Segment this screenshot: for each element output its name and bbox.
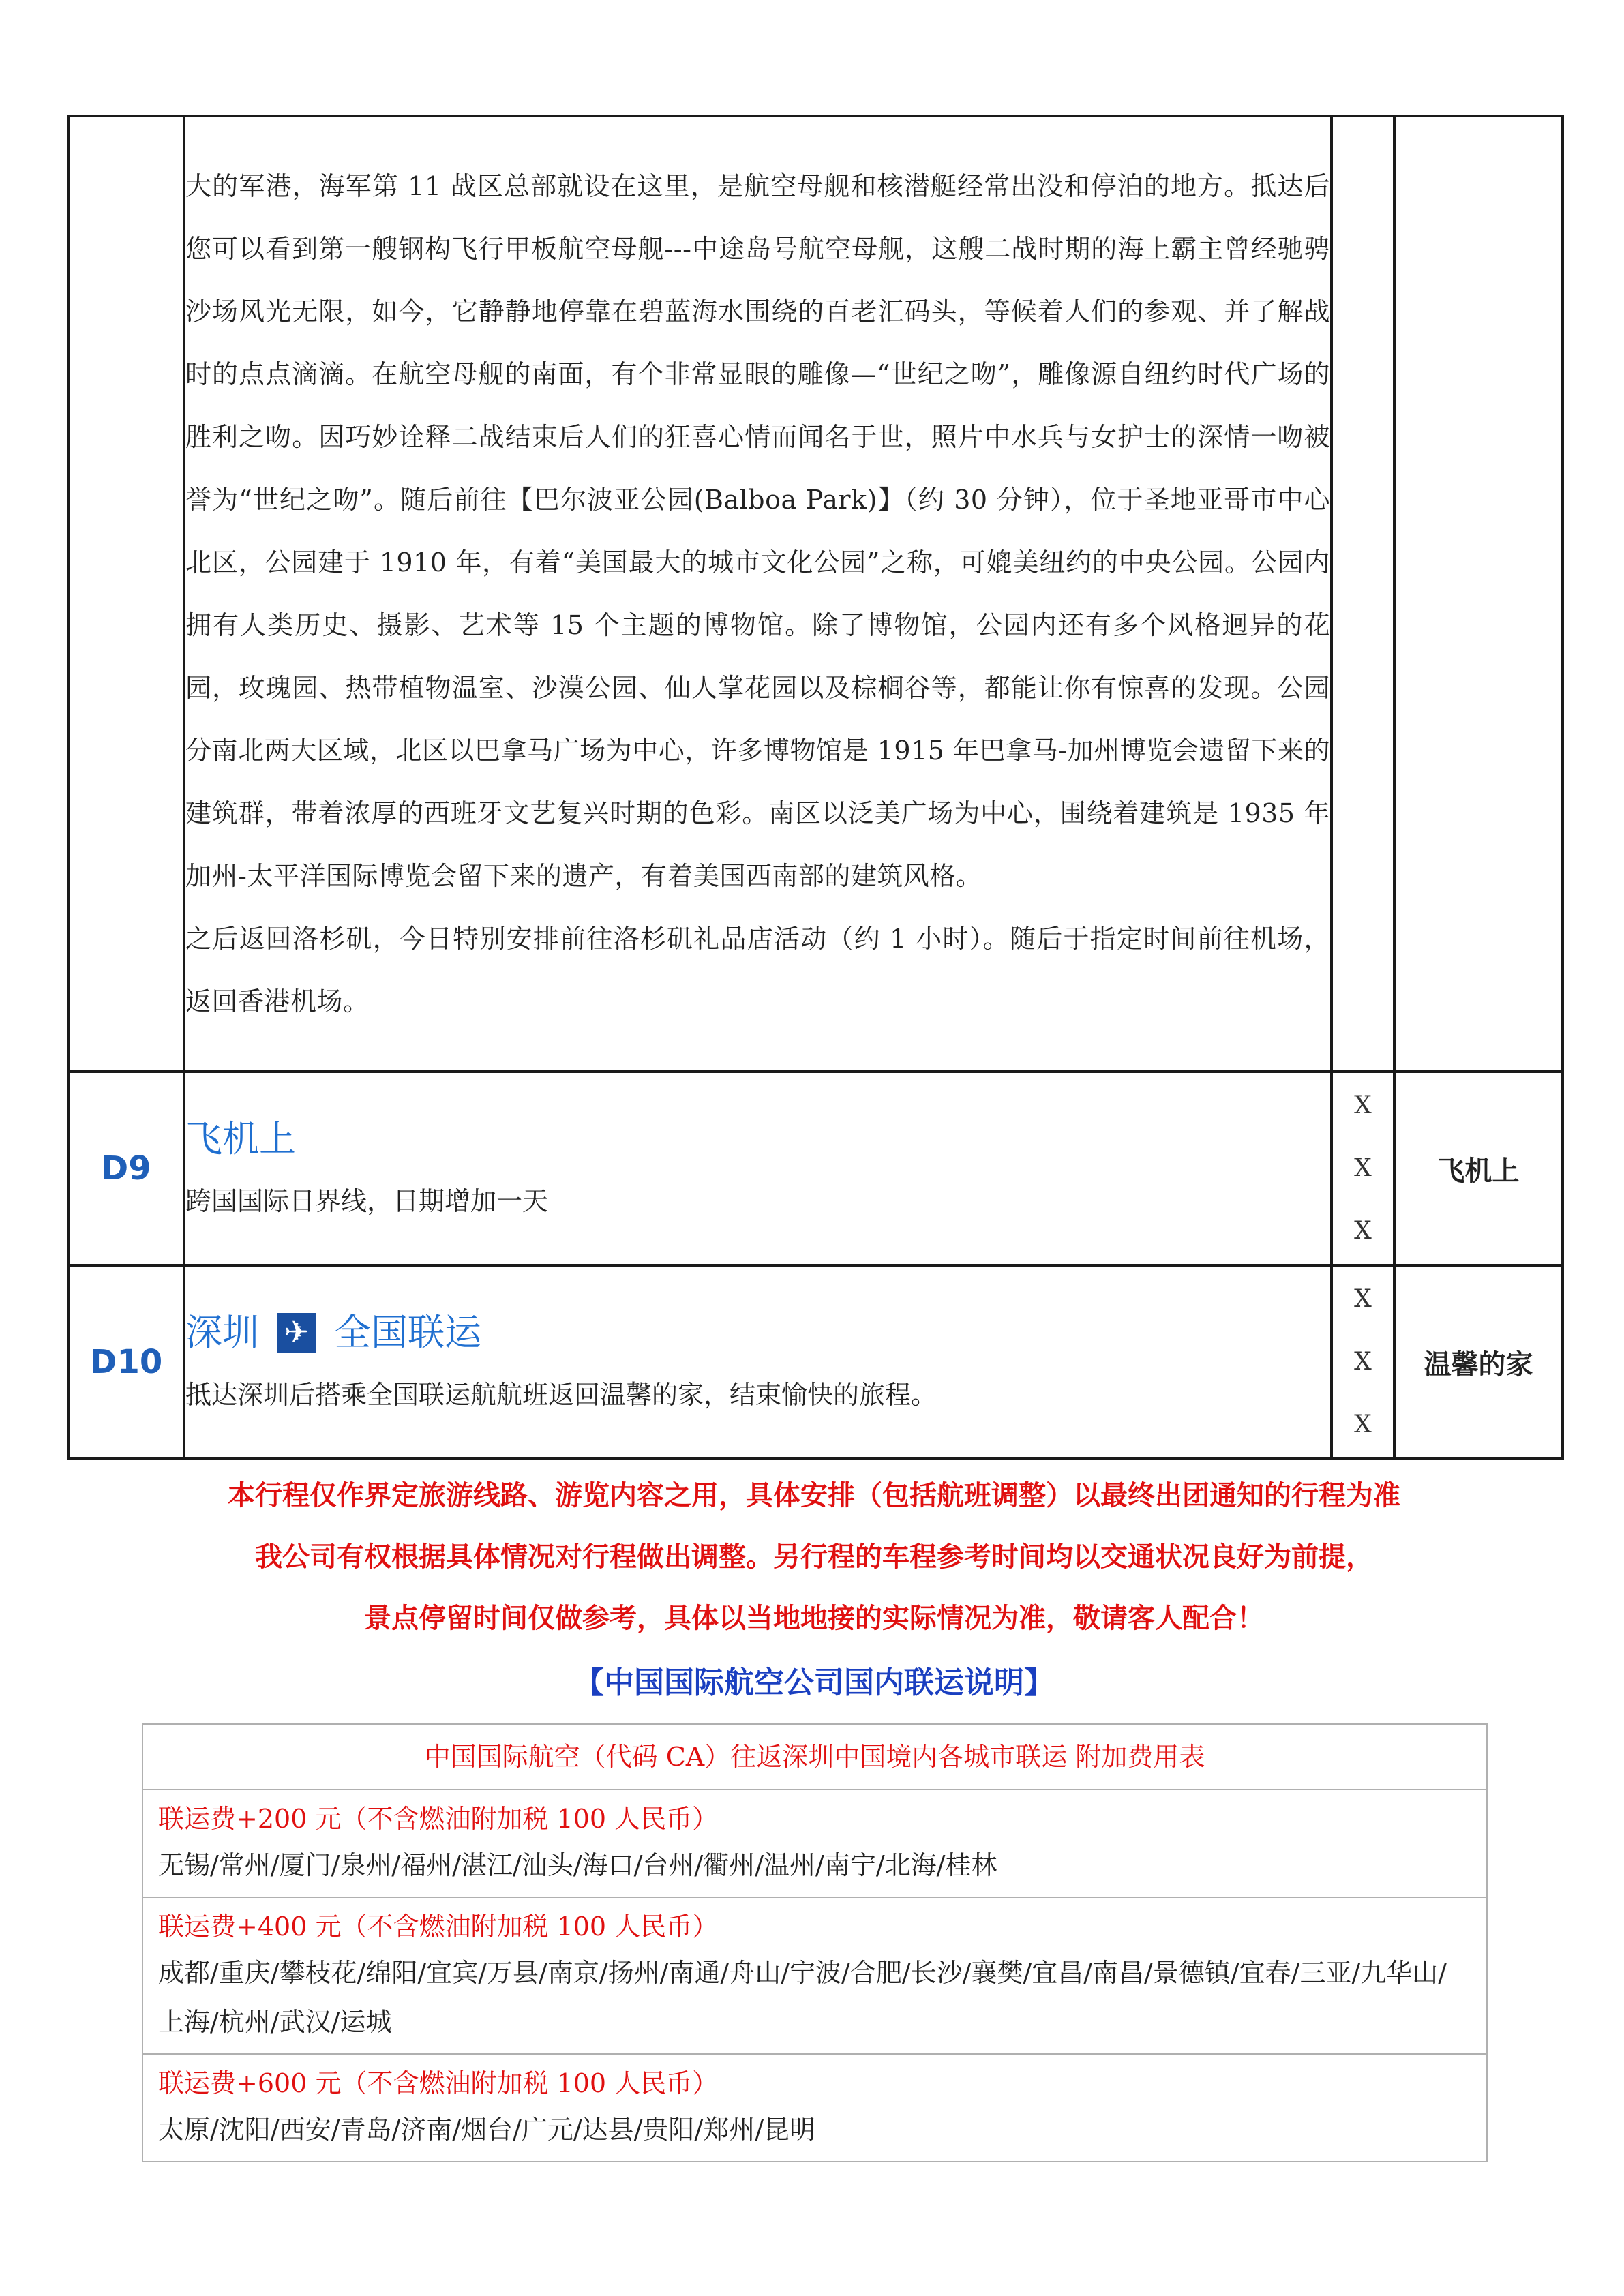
meals-cell-empty [1332, 116, 1394, 1072]
fee-group-cities: 无锡/常州/厦门/泉州/福州/湛江/汕头/海口/台州/衢州/温州/南宁/北海/桂林 [158, 1850, 997, 1880]
itinerary-row-d9 [68, 1072, 1563, 1265]
description-paragraph: 之后返回洛杉矶，今日特别安排前往洛杉矶礼品店活动（约 1 小时）。随后于指定时间前往机场，返回香港机场。 [185, 924, 1330, 1016]
meal-breakfast: X [1354, 1091, 1372, 1119]
fee-group [142, 1789, 1487, 1897]
day-label: D9 [68, 1072, 184, 1265]
fee-group [142, 2054, 1487, 2162]
fee-group-label: 联运费+200 元（不含燃油附加税 100 人民币） [158, 1804, 719, 1834]
fee-group-cell [142, 2054, 1487, 2162]
meal-dinner: X [1354, 1410, 1372, 1438]
meals-cell [1332, 1072, 1394, 1265]
itinerary-row-continued [68, 116, 1563, 1072]
notice-line: 我公司有权根据具体情况对行程做出调整。另行程的车程参考时间均以交通状况良好为前提， [255, 1541, 1373, 1573]
day-description-continued [184, 116, 1332, 1072]
day-title-text: 飞机上 [185, 1117, 296, 1160]
fee-group-cities: 成都/重庆/攀枝花/绵阳/宜宾/万县/南京/扬州/南通/舟山/宁波/合肥/长沙/襄樊/宜昌/南昌/景德镇/宜春/三亚/九华山/上海/杭州/武汉/运城 [158, 1958, 1447, 2037]
fee-table-header: 中国国际航空（代码 CA）往返深圳中国境内各城市联运 附加费用表 [142, 1724, 1487, 1789]
meal-dinner: X [1354, 1217, 1372, 1245]
day-main [184, 1265, 1332, 1459]
day-title-from: 深圳 [185, 1311, 259, 1354]
fee-group-cell [142, 1897, 1487, 2054]
fee-group-label: 联运费+600 元（不含燃油附加税 100 人民币） [158, 2068, 719, 2098]
hotel-cell-empty [1394, 116, 1563, 1072]
itinerary-table [67, 115, 1564, 1460]
itinerary-row-d10 [68, 1265, 1563, 1459]
day-main [184, 1072, 1332, 1265]
fee-table-header-row [142, 1724, 1487, 1789]
hotel-cell: 飞机上 [1394, 1072, 1563, 1265]
meal-breakfast: X [1354, 1285, 1372, 1313]
fee-group-label: 联运费+400 元（不含燃油附加税 100 人民币） [158, 1912, 719, 1942]
hotel-cell: 温馨的家 [1394, 1265, 1563, 1459]
fee-table [142, 1723, 1488, 2162]
meals-cell [1332, 1265, 1394, 1459]
fee-group-cities: 太原/沈阳/西安/青岛/济南/烟台/广元/达县/贵阳/郑州/昆明 [158, 2115, 816, 2145]
section-title: 【中国国际航空公司国内联运说明】 [574, 1665, 1054, 1700]
day-title [185, 1302, 1330, 1363]
notice-line: 景点停留时间仅做参考，具体以当地地接的实际情况为准，敬请客人配合！ [364, 1603, 1264, 1634]
description-paragraph: 大的军港，海军第 11 战区总部就设在这里，是航空母舰和核潜艇经常出没和停泊的地方。抵达后您可以看到第一艘钢构飞行甲板航空母舰---中途岛号航空母舰，这艘二战时期的海上霸主曾经驰骋沙场风光无限，如今，它静静地停靠在碧蓝海水围绕的百老汇码头，等候着人们的参观、并了解战时的点点滴滴。在航空母舰的南面，有个非常显眼的雕像—“世纪之吻”，雕像源自纽约时代广场的胜利之吻。因巧妙诠释二战结束后人们的狂喜心情而闻名于世，照片中水兵与女护士的深情一吻被誉为“世纪之吻”。随后前往【巴尔波亚公园(Balboa Park)】（约 30 分钟），位于圣地亚哥市中心北区，公园建于 1910 年，有着“美国最大的城市文化公园”之称，可媲美纽约的中央公园。公园内拥有人类历史、摄影、艺术等 15 个主题的博物馆。除了博物馆，公园内还有多个风格迥异的花园，玫瑰园、热带植物温室、沙漠公园、仙人掌花园以及棕榈谷等，都能让你有惊喜的发现。公园分南北两大区域，北区以巴拿马广场为中心，许多博物馆是 1915 年巴拿马-加州博览会遗留下来的建筑群，带着浓厚的西班牙文艺复兴时期的色彩。南区以泛美广场为中心，围绕着建筑是 1935 年加州-太平洋国际博览会留下来的遗产，有着美国西南部的建筑风格。 [185, 171, 1330, 891]
day-cell-empty [68, 116, 184, 1072]
meal-lunch: X [1354, 1348, 1372, 1376]
airplane-icon: ✈ [277, 1313, 316, 1353]
fee-group [142, 1897, 1487, 2054]
day-title [185, 1108, 1330, 1170]
fee-group-cell [142, 1789, 1487, 1897]
meal-lunch: X [1354, 1154, 1372, 1182]
day-label: D10 [68, 1265, 184, 1459]
day-title-to: 全国联运 [334, 1311, 481, 1354]
day-description: 跨国国际日界线，日期增加一天 [185, 1186, 549, 1216]
notice-line: 本行程仅作界定旅游线路、游览内容之用，具体安排（包括航班调整）以最终出团通知的行程为准 [228, 1480, 1400, 1511]
day-description: 抵达深圳后搭乘全国联运航航班返回温馨的家，结束愉快的旅程。 [185, 1380, 937, 1410]
